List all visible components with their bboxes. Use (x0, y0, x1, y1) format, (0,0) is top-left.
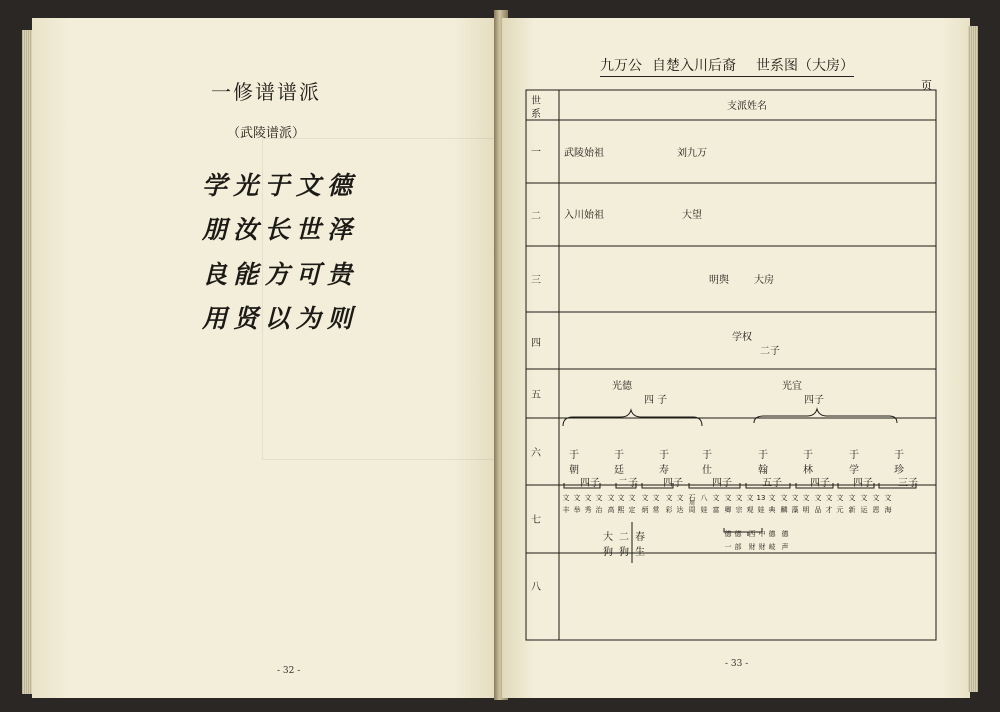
gen6-name: 林 (803, 465, 813, 476)
gen7-top: 文 (562, 494, 570, 502)
gen7-top: 文 (724, 494, 732, 502)
gen7-bottom: 举 (573, 506, 581, 514)
gen7-top: 文 (780, 494, 788, 502)
gen8-note-top: 春 (635, 532, 645, 543)
gen7-bottom: 恩 (872, 506, 880, 514)
gen7-top: 文 (872, 494, 880, 502)
gen7-bottom: 娃 (757, 506, 765, 514)
gen7-bottom: 彩 (665, 506, 673, 514)
gen6-note: 四子 (663, 478, 683, 489)
gen8-note-top: 大 (603, 532, 613, 543)
verse-line-1: 学光于文德 (202, 171, 352, 200)
generation-label: 七 (531, 515, 541, 526)
gen7-top: 八 (700, 494, 708, 502)
gen4-name: 学权 (732, 332, 752, 343)
gen6-layer (569, 449, 918, 489)
gen7-top: 文 (676, 494, 684, 502)
gen7-bottom: 高 (607, 506, 615, 514)
gen6-top: 于 (894, 450, 904, 461)
verse-line-2: 朋汝长世泽 (202, 215, 352, 244)
gen7-top: 文 (825, 494, 833, 502)
gen2-name: 大望 (682, 210, 702, 221)
title-part-1: 九万公 (600, 58, 642, 74)
gen8-note-bottom: 狗 (603, 547, 613, 558)
gen6-note: 五子 (762, 478, 782, 489)
gen7-extra: 周 (688, 500, 696, 507)
gen2-label: 入川始祖 (564, 210, 604, 221)
gen8-small-top: 西 (748, 530, 756, 538)
chart-grid (526, 90, 936, 640)
gen8-small-top: 德 (768, 530, 776, 538)
gen7-top: 文 (791, 494, 799, 502)
genealogy-chart (502, 18, 970, 698)
gen8-small-bottom: 部 (734, 543, 742, 551)
gen6-note: 四子 (712, 478, 732, 489)
gen8-note-bottom: 生 (635, 547, 645, 558)
gen5-name: 光德 (612, 381, 632, 392)
generation-label: 二 (531, 211, 541, 222)
title-part-2: 自楚入川后裔 (652, 58, 736, 74)
gen6-name: 寿 (659, 465, 669, 476)
header-gen-2: 系 (531, 109, 541, 120)
gen7-bottom: 麟 (780, 506, 788, 514)
gen7-top: 文 (665, 494, 673, 502)
gen6-top: 于 (659, 450, 669, 461)
gen6-note: 四子 (853, 478, 873, 489)
gen7-bottom: 丰 (562, 506, 570, 514)
generation-label: 一 (531, 147, 541, 158)
gen7-bottom: 炳 (641, 506, 649, 514)
gen6-top: 于 (758, 450, 768, 461)
gen7-top: 文 (712, 494, 720, 502)
gen8-small-top: 中 (758, 530, 766, 538)
gen8-note-bottom: 狗 (619, 547, 629, 558)
left-page-subtitle: （武陵谱派） (226, 126, 305, 141)
gen5-note: 四 子 (644, 395, 668, 406)
gen7-top: 13 (756, 494, 766, 502)
gen7-top: 文 (573, 494, 581, 502)
gen6-note: 二子 (618, 478, 638, 489)
gen6-top: 于 (803, 450, 813, 461)
gen7-top: 石 (688, 494, 696, 502)
gen7-bottom: 品 (814, 506, 822, 514)
gen7-top: 文 (802, 494, 810, 502)
gen8-small-top: 德 (734, 530, 742, 538)
gen6-name: 翰 (758, 465, 768, 476)
gen7-top: 文 (595, 494, 603, 502)
header-names: 支派姓名 (727, 101, 767, 112)
gen8-small-bottom: 财 (758, 543, 766, 551)
gen7-top: 文 (746, 494, 754, 502)
gen6-note: 三子 (898, 478, 918, 489)
gen7-bottom: 达 (676, 506, 684, 514)
gen7-bottom: 典 (768, 506, 776, 514)
gen6-top: 于 (569, 450, 579, 461)
gen7-top: 文 (607, 494, 615, 502)
gen7-bottom: 新 (848, 506, 856, 514)
generation-label: 五 (531, 390, 541, 401)
page-edge-right (968, 26, 978, 692)
gen6-top: 于 (614, 450, 624, 461)
right-page-number: - 33 - (725, 659, 749, 669)
gen8-small-top: 德 (781, 530, 789, 538)
verse-line-4: 用贤以为则 (202, 304, 352, 333)
page-label: 页 (921, 79, 932, 92)
generation-label: 三 (531, 275, 541, 286)
header-gen: 世 (531, 96, 541, 107)
gen7-top: 文 (652, 494, 660, 502)
gen7-bottom: 元 (836, 506, 844, 514)
gen6-name: 朝 (569, 465, 579, 476)
gen7-bottom: 明 (802, 506, 810, 514)
gen7-top: 文 (836, 494, 844, 502)
generation-label: 六 (531, 448, 541, 459)
gen7-top: 文 (814, 494, 822, 502)
gen8-layer (603, 529, 790, 558)
gen7-top: 文 (641, 494, 649, 502)
generation-label: 八 (531, 582, 541, 593)
generation-label: 四 (531, 338, 541, 349)
gen7-top: 文 (884, 494, 892, 502)
gen3-name: 明舆 (709, 275, 729, 286)
gen1-label: 武陵始祖 (564, 148, 604, 159)
gen5-note: 四子 (804, 395, 824, 406)
gen8-small-top: 德 (724, 530, 732, 538)
gen7-bottom: 海 (884, 506, 892, 514)
gen6-name: 仕 (702, 465, 712, 476)
gen-column (531, 94, 542, 593)
gen7-top: 文 (735, 494, 743, 502)
chart-body (564, 99, 824, 406)
gen6-name: 珍 (894, 465, 904, 476)
gen3-note: 大房 (754, 275, 774, 286)
gen8-small-bottom: 岐 (768, 543, 776, 551)
verse-line-3: 良能方可贵 (202, 260, 352, 289)
gen7-bottom: 才 (825, 506, 833, 514)
gen6-top: 于 (849, 450, 859, 461)
gen7-bottom: 娃 (700, 506, 708, 514)
gen6-note: 四子 (580, 478, 600, 489)
gen6-top: 于 (702, 450, 712, 461)
gen6-name: 学 (849, 465, 859, 476)
left-page (32, 18, 500, 698)
gen7-top: 文 (584, 494, 592, 502)
gen7-bottom: 熙 (617, 506, 625, 514)
gen8-small-bottom: 声 (781, 543, 789, 551)
gen7-bottom: 宗 (735, 506, 743, 514)
gen4-note: 二子 (760, 346, 780, 357)
gen7-bottom: 富 (712, 506, 720, 514)
gen6-note: 四子 (810, 478, 830, 489)
gen7-bottom: 观 (746, 506, 754, 514)
gen7-bottom: 秀 (584, 506, 592, 514)
gen7-top: 文 (768, 494, 776, 502)
gen7-bottom: 定 (628, 506, 636, 514)
gen8-small-bottom: 一 (724, 543, 732, 551)
gen6-name: 廷 (614, 465, 624, 476)
gen7-top: 文 (617, 494, 625, 502)
gen7-top: 文 (848, 494, 856, 502)
gen7-bottom: 卿 (724, 506, 732, 514)
title-part-3: 世系图（大房） (756, 58, 854, 74)
left-page-title: 一修谱谱派 (211, 80, 321, 104)
right-page (502, 18, 970, 698)
left-page-number: - 32 - (277, 666, 301, 676)
gen7-layer (563, 493, 892, 514)
gen7-bottom: 运 (860, 506, 868, 514)
gen7-bottom: 治 (595, 506, 603, 514)
gen7-top: 文 (860, 494, 868, 502)
gen1-name: 刘九万 (677, 148, 707, 159)
gen7-bottom: 藻 (791, 506, 799, 514)
gen7-bottom: 周 (688, 506, 696, 514)
gen5-name: 光宜 (782, 381, 802, 392)
gen7-bottom: 常 (652, 506, 660, 514)
gen8-note-top: 二 (619, 532, 629, 543)
gen8-small-bottom: 财 (748, 543, 756, 551)
gen7-top: 文 (628, 494, 636, 502)
